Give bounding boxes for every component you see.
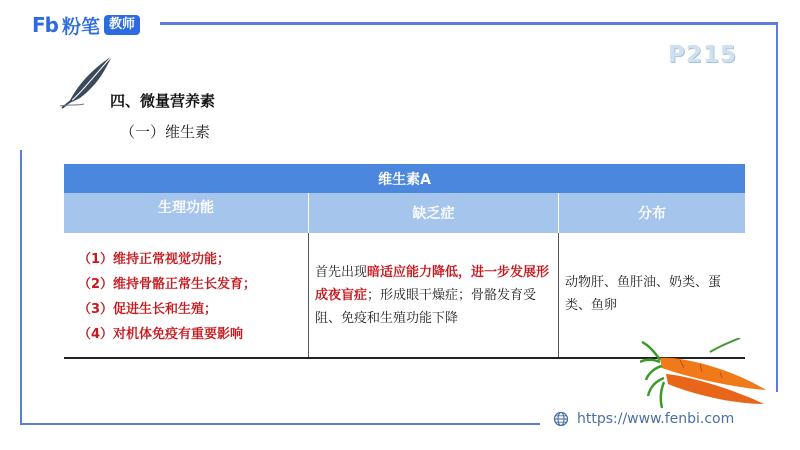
frame-bottom-line [20,423,540,425]
function-cell [64,233,309,357]
logo-mark: Fb [32,13,58,37]
header-function: 生理功能 [64,193,309,233]
section-title: 四、微量营养素 [110,92,216,110]
function-item: （4）对机体免疫有重要影响 [78,327,244,342]
url-text[interactable]: https://www.fenbi.com [577,411,735,427]
function-item: （3）促进生长和生殖； [78,302,218,317]
frame-top-line [160,22,778,25]
header-deficiency: 缺乏症 [309,193,559,233]
table-header-row [64,193,745,233]
section-subtitle: （一）维生素 [120,123,211,141]
frame-left-line [20,150,22,425]
vitamin-a-table [64,164,745,359]
logo-badge: 教师 [104,15,140,35]
deficiency-lead: 首先出现 [315,265,368,280]
page-code: P215 [668,42,737,68]
deficiency-highlight: 暗适应能力降低，进一步发展形成夜盲症 [315,265,550,303]
table-title: 维生素A [64,164,745,193]
frame-right-line [776,22,778,392]
deficiency-rest: ；形成眼干燥症；骨骼发育受阻、免疫和生殖功能下降 [315,288,537,326]
function-item: （1）维持正常视觉功能； [78,252,231,267]
footer-url[interactable] [553,411,734,427]
globe-icon [553,411,569,427]
brand-logo [32,12,140,38]
deficiency-cell [309,233,559,357]
logo-name: 粉笔 [61,15,100,38]
header-distribution: 分布 [638,206,666,222]
carrot-illustration [640,338,770,418]
distribution-cell: 动物肝、鱼肝油、奶类、蛋类、鱼卵 [565,275,722,313]
function-item: （2）维持骨骼正常生长发育； [78,277,257,292]
feather-quill-icon [58,54,118,110]
